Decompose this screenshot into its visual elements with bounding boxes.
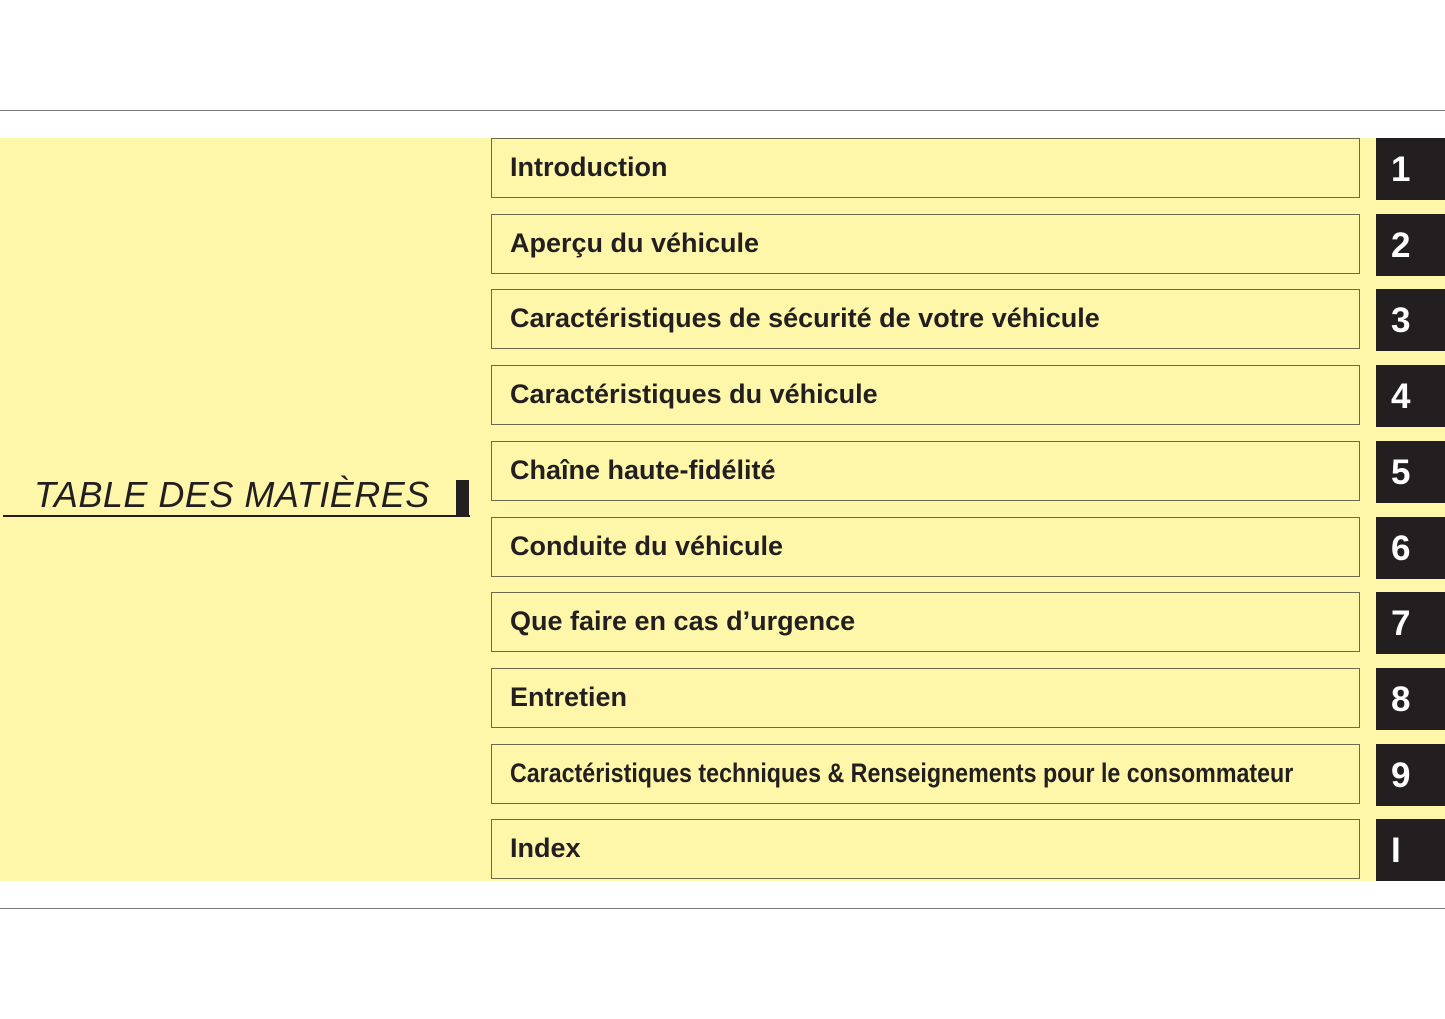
chapter-tab[interactable] [1376,819,1445,881]
chapter-label: Que faire en cas d’urgence [510,606,856,637]
top-rule [0,110,1445,111]
chapter-number: 5 [1391,452,1411,492]
chapter-label: Entretien [510,681,628,712]
chapter-label: Chaîne haute-fidélité [510,454,776,485]
title-underline [3,515,470,517]
chapter-label: Introduction [510,152,668,182]
chapter-link[interactable] [491,289,1360,349]
chapter-label: Caractéristiques du véhicule [510,379,878,410]
chapter-number: I [1391,831,1401,871]
chapter-link[interactable] [491,214,1360,274]
chapter-label: Aperçu du véhicule [510,227,760,258]
chapter-link[interactable] [491,365,1360,425]
chapter-link[interactable] [491,138,1360,198]
chapter-tab[interactable] [1376,668,1445,730]
page-title: TABLE DES MATIÈRES [34,474,430,515]
chapter-link[interactable] [491,668,1360,728]
chapter-tab[interactable] [1376,592,1445,654]
chapter-label: Caractéristiques de sécurité de votre véhicule [510,303,1100,334]
chapter-tab[interactable] [1376,744,1445,806]
chapter-number: 2 [1391,225,1411,265]
chapter-number: 9 [1391,755,1411,795]
chapter-link[interactable] [491,441,1360,501]
chapter-number: 6 [1391,528,1411,568]
bottom-rule [0,908,1445,909]
chapter-tab[interactable] [1376,441,1445,503]
chapter-tab[interactable] [1376,365,1445,427]
chapter-number: 8 [1391,679,1411,719]
chapter-number: 4 [1391,377,1411,417]
chapter-number: 3 [1391,301,1411,341]
chapter-number: 1 [1391,150,1411,189]
chapter-link[interactable] [491,592,1360,652]
chapter-link[interactable] [491,819,1360,879]
chapter-tab[interactable] [1376,517,1445,579]
chapter-label: Caractéristiques techniques & Renseignements pour le consommateur [510,757,1294,788]
chapter-tab[interactable] [1376,289,1445,351]
chapter-tab[interactable] [1376,138,1445,200]
chapter-link[interactable] [491,744,1360,804]
chapter-link[interactable] [491,517,1360,577]
title-marker [456,480,469,516]
chapter-label: Index [510,833,581,864]
chapter-number: 7 [1391,604,1411,644]
chapter-label: Conduite du véhicule [510,530,784,561]
chapter-tab[interactable] [1376,214,1445,276]
